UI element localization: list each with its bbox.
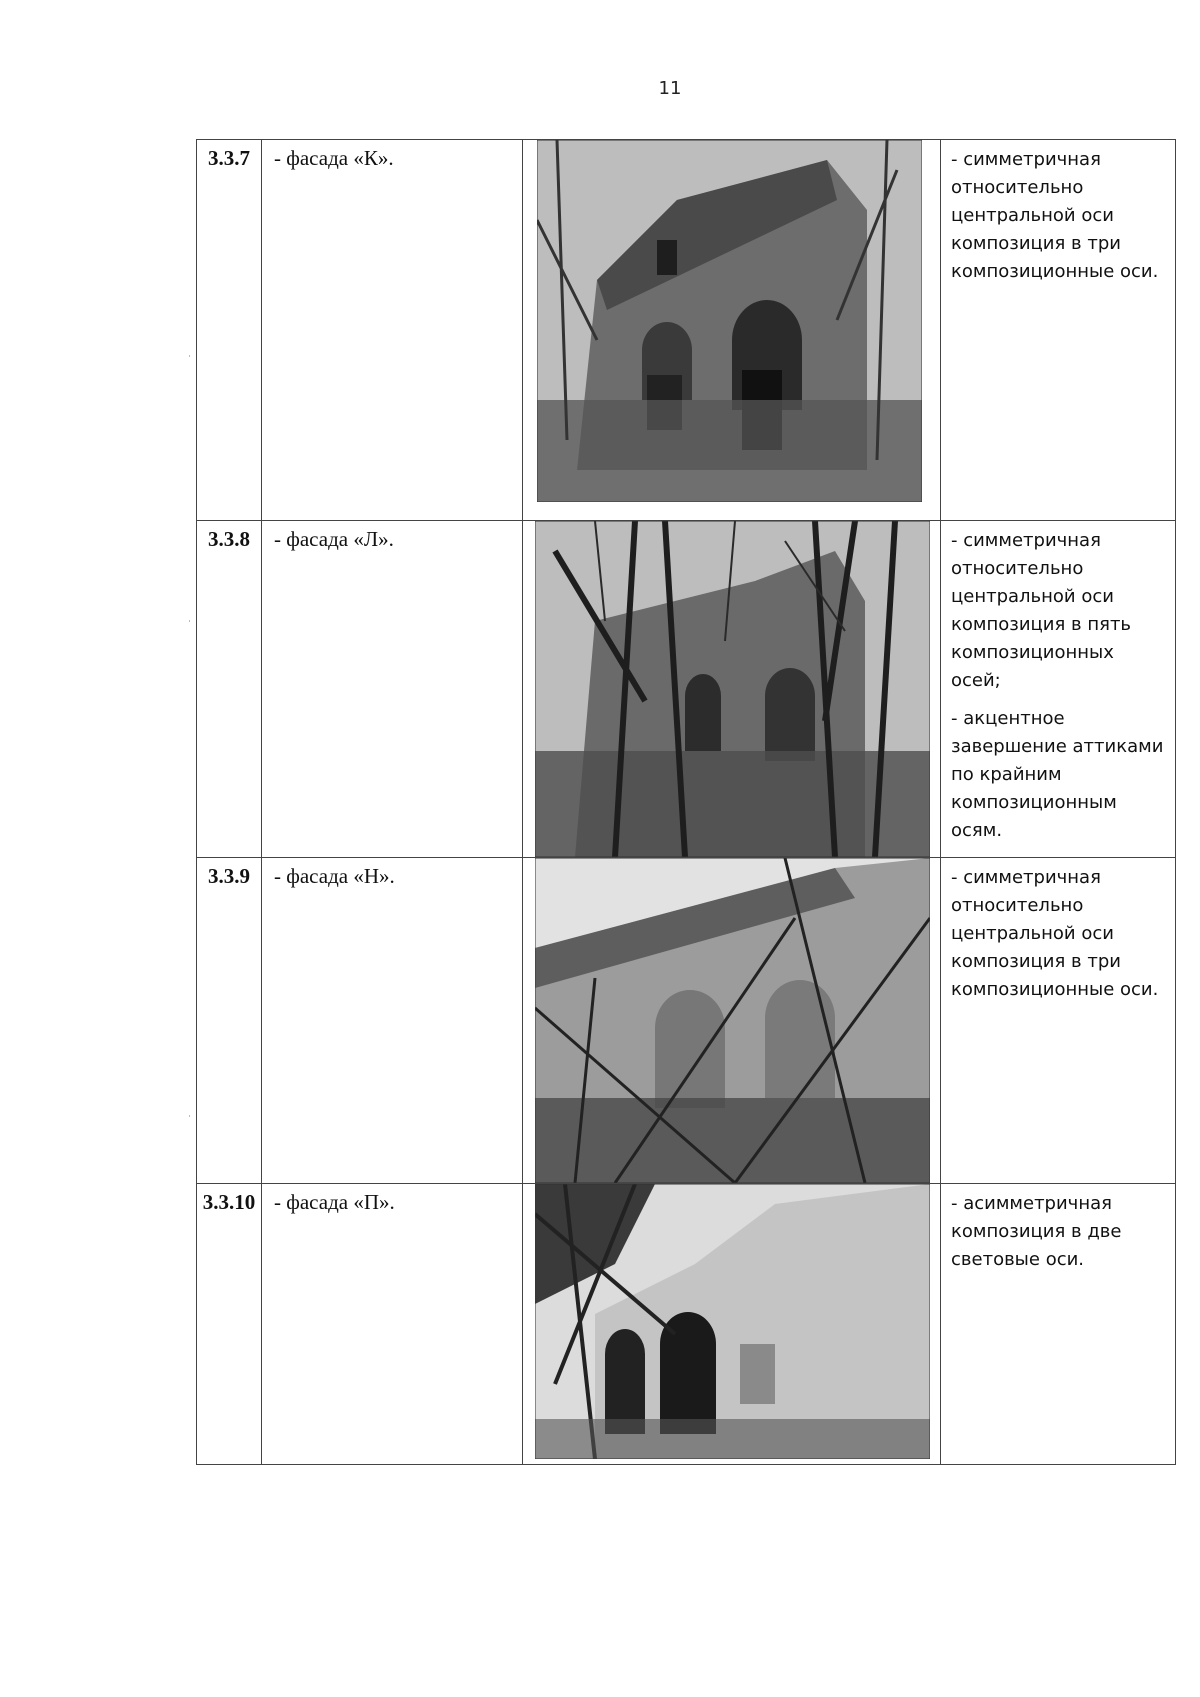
facade-photo-cell bbox=[523, 858, 941, 1184]
row-number: 3.3.7 bbox=[197, 140, 262, 521]
scan-mark bbox=[189, 1115, 190, 1117]
row-description bbox=[941, 1184, 1176, 1465]
table-row bbox=[197, 140, 1176, 521]
scan-mark bbox=[189, 355, 190, 357]
row-number: 3.3.8 bbox=[197, 521, 262, 858]
facade-photo-cell bbox=[523, 1184, 941, 1465]
row-label: - фасада «Н». bbox=[262, 858, 523, 1184]
row-label: - фасада «Л». bbox=[262, 521, 523, 858]
table-row bbox=[197, 521, 1176, 858]
row-number: 3.3.10 bbox=[197, 1184, 262, 1465]
row-label: - фасада «К». bbox=[262, 140, 523, 521]
facade-n-photo bbox=[523, 858, 940, 1183]
scan-mark bbox=[189, 620, 190, 622]
description-item: - асимметричная композиция в две световые оси. bbox=[951, 1193, 1122, 1270]
description-item: - симметричная относительно центральной оси композиция в три композиционные оси. bbox=[951, 867, 1159, 1000]
facade-photo-cell bbox=[523, 521, 941, 858]
facade-table bbox=[196, 139, 1176, 1465]
facade-photo-cell bbox=[523, 140, 941, 521]
row-label: - фасада «П». bbox=[262, 1184, 523, 1465]
row-description bbox=[941, 521, 1176, 858]
table-row bbox=[197, 1184, 1176, 1465]
row-number: 3.3.9 bbox=[197, 858, 262, 1184]
description-item: - симметричная относительно центральной оси композиция в три композиционные оси. bbox=[951, 149, 1159, 282]
row-description bbox=[941, 858, 1176, 1184]
description-item: - акцентное завершение аттиками по крайним композиционным осям. bbox=[951, 708, 1164, 841]
page-number: 11 bbox=[658, 78, 682, 99]
facade-p-photo bbox=[523, 1184, 940, 1459]
description-item: - симметричная относительно центральной оси композиция в пять композиционных осей; bbox=[951, 530, 1132, 691]
row-description bbox=[941, 140, 1176, 521]
table-row bbox=[197, 858, 1176, 1184]
facade-l-photo bbox=[523, 521, 940, 857]
facade-k-photo bbox=[523, 140, 940, 502]
